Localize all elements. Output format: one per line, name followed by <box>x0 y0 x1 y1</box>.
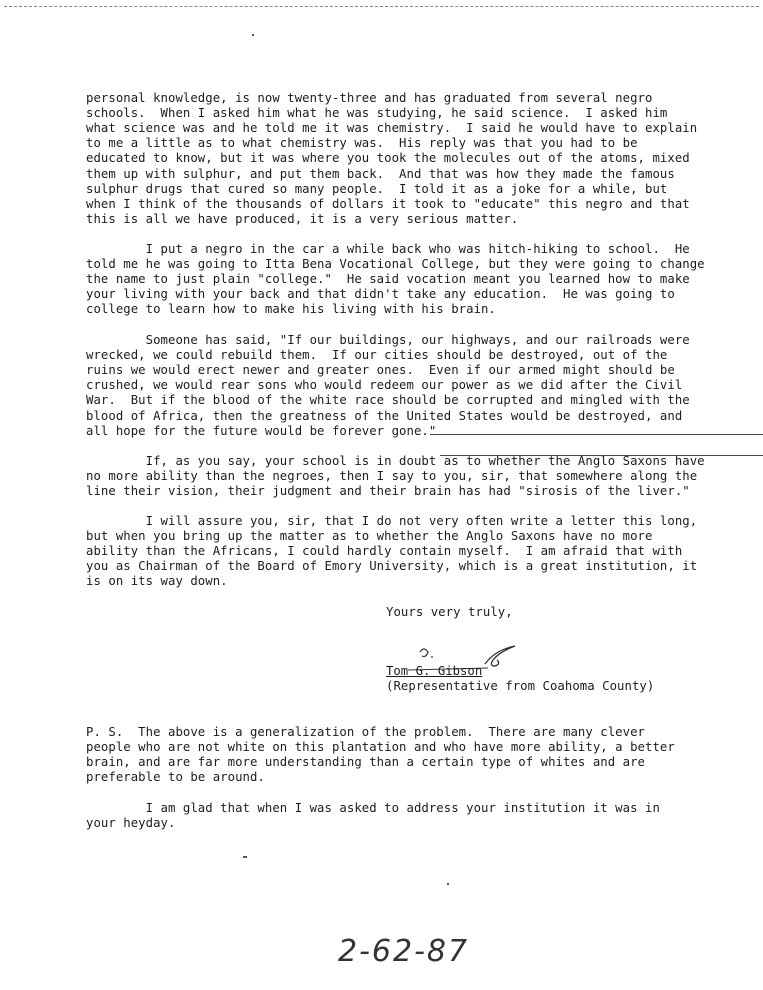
paragraph5-line: I will assure you, sir, that I do not very often write a letter this long, <box>86 514 698 528</box>
margin-rule <box>430 434 763 435</box>
paragraph1-line: when I think of the thousands of dollars it took to "educate" this negro and that <box>86 196 690 211</box>
paragraph2-line: I put a negro in the car a while back who was hitch-hiking to school. He <box>86 242 690 256</box>
paragraph3-line: wrecked, we could rebuild them. If our cities should be destroyed, out of the <box>86 348 668 363</box>
closing: Yours very truly, <box>386 605 513 619</box>
postscript-line: people who are not white on this plantation and who have more ability, a better <box>86 740 675 755</box>
postscript2-line: your heyday. <box>86 816 176 831</box>
scan-speck <box>252 34 254 36</box>
postscript-line: P. S. The above is a generalization of the problem. There are many clever <box>86 725 646 739</box>
scan-speck <box>243 856 247 858</box>
paragraph3-line: all hope for the future would be forever gone." <box>86 423 437 438</box>
postscript2-line: I am glad that when I was asked to address your institution it was in <box>86 801 660 815</box>
paragraph3-line: Someone has said, "If our buildings, our highways, and our railroads were <box>86 333 690 347</box>
paragraph1-line: what science was and he told me it was chemistry. I said he would have to explain <box>86 121 698 136</box>
paragraph2-line: the name to just plain "college." He said vocation meant you learned how to make <box>86 272 690 287</box>
signature-name: Tom G. Gibson <box>386 664 483 678</box>
paragraph5-line: but when you bring up the matter as to whether the Anglo Saxons have no more <box>86 529 653 544</box>
paragraph3-line: ruins we would erect newer and greater ones. Even if our armed might should be <box>86 363 675 378</box>
paragraph5-line: is on its way down. <box>86 574 228 589</box>
paragraph2-line: told me he was going to Itta Bena Vocational College, but they were going to change <box>86 257 705 272</box>
paragraph1-line: this is all we have produced, it is a very serious matter. <box>86 211 519 226</box>
paragraph1-line: them up with sulphur, and put them back. And that was how they made the famous <box>86 166 675 181</box>
page-top-border <box>4 6 759 7</box>
paragraph1-line: educated to know, but it was where you took the molecules out of the atoms, mixed <box>86 151 690 166</box>
paragraph2-line: college to learn how to make his living with his brain. <box>86 302 496 317</box>
postscript-line: brain, and are far more understanding than a certain type of whites and are <box>86 755 646 770</box>
paragraph3-line: blood of Africa, then the greatness of the United States would be destroyed, and <box>86 408 683 423</box>
paragraph1-line: schools. When I asked him what he was studying, he said science. I asked him <box>86 106 668 121</box>
handwritten-page-number: 2-62-87 <box>338 934 470 969</box>
paragraph4-line: no more ability than the negroes, then I say to you, sir, that somewhere along the <box>86 469 698 484</box>
paragraph3-line: War. But if the blood of the white race should be corrupted and mingled with the <box>86 393 690 408</box>
scan-speck <box>447 883 449 885</box>
paragraph1-line: to me a little as to what chemistry was. His reply was that you had to be <box>86 136 638 151</box>
margin-rule <box>440 455 763 456</box>
paragraph4-line: If, as you say, your school is in doubt as to whether the Anglo Saxons have <box>86 454 705 468</box>
paragraph5-line: you as Chairman of the Board of Emory University, which is a great institution, it <box>86 559 698 574</box>
paragraph5-line: ability than the Africans, I could hardly contain myself. I am afraid that with <box>86 544 683 559</box>
postscript-line: preferable to be around. <box>86 770 265 785</box>
paragraph1-line: sulphur drugs that cured so many people. I told it as a joke for a while, but <box>86 181 668 196</box>
paragraph2-line: your living with your back and that didn't take any education. He was going to <box>86 287 675 302</box>
signature-title: (Representative from Coahoma County) <box>386 679 655 693</box>
paragraph4-line: line their vision, their judgment and their brain has had "sirosis of the liver." <box>86 484 690 499</box>
paragraph1-line: personal knowledge, is now twenty-three and has graduated from several negro <box>86 91 653 105</box>
paragraph3-line: crushed, we would rear sons who would redeem our power as we did after the Civil <box>86 378 683 393</box>
